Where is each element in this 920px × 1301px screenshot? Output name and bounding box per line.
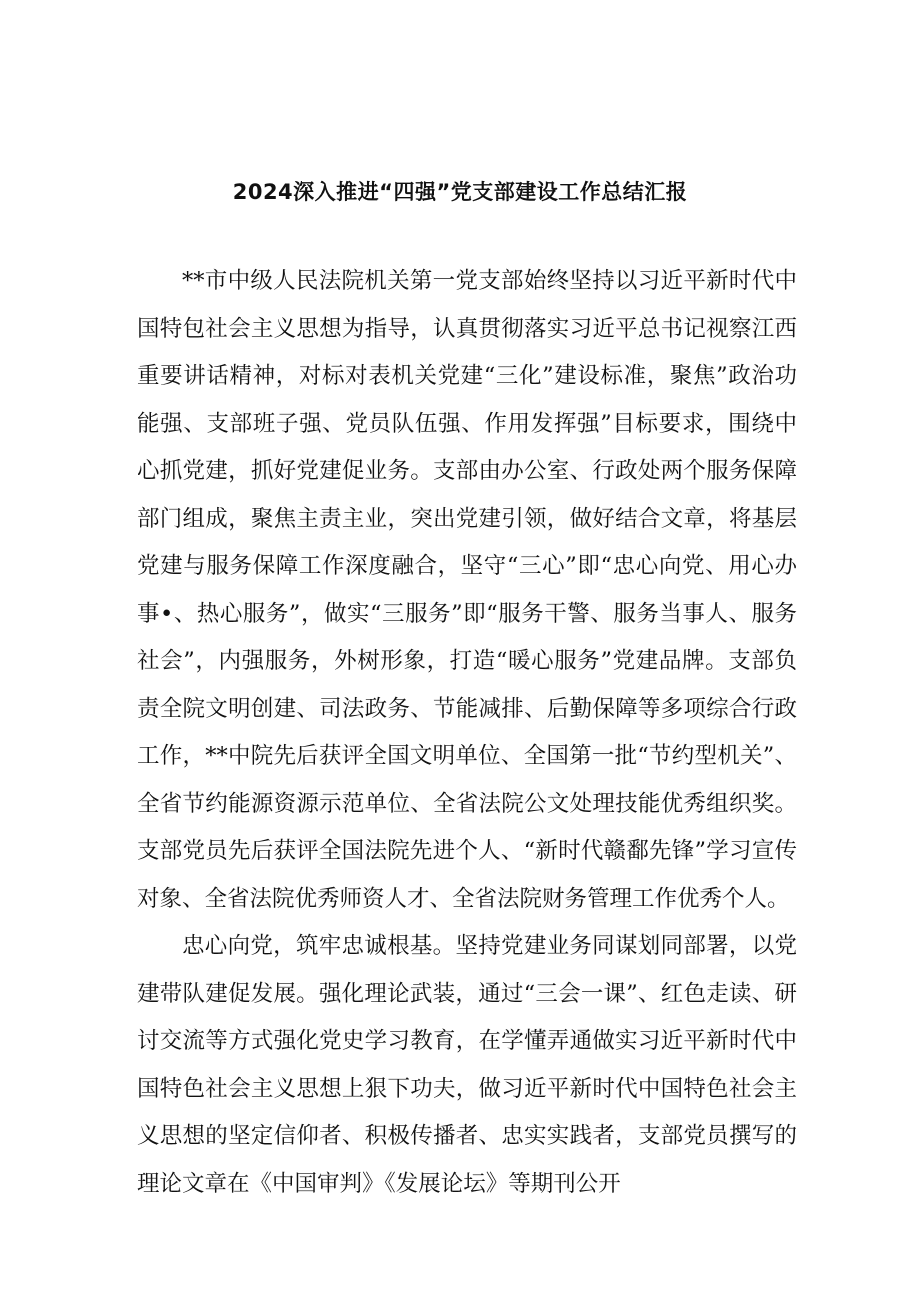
paragraph-intro: **市中级人民法院机关第一党支部始终坚持以习近平新时代中国特包社会主义思想为指导，认真贯彻落实习近平总书记视察江西重要讲话精神，对标对表机关党建“三化”建设标准，聚焦”政治功能强、支部班子强、党员队伍强、作用发挥强”目标要求，围绕中心抓党建，抓好党建促业务。支部由办公室、行政处两个服务保障部门组成，聚焦主责主业，突出党建引领，做好结合文章，将基层党建与服务保障工作深度融合，坚守“三心”即“忠心向党、用心办事•、热心服务”，做实“三服务”即“服务干警、服务当事人、服务社会”，内强服务，外树形象，打造“暖心服务”党建品牌。支部负责全院文明创建、司法政务、节能减排、后勤保障等多项综合行政工作，**中院先后获评全国文明单位、全国第一批“节约型机关”、全省节约能源资源示范单位、全省法院公文处理技能优秀组织奖。支部党员先后获评全国法院先进个人、“新时代赣鄱先锋”学习宣传对象、全省法院优秀师资人才、全省法院财务管理工作优秀个人。 — [137, 268, 797, 912]
paragraph-loyalty: 忠心向党，筑牢忠诚根基。坚持党建业务同谋划同部署，以党建带队建促发展。强化理论武装，通过“三会一课”、红色走读、研讨交流等方式强化党史学习教育，在学懂弄通做实习近平新时代中国特色社会主义思想上狠下功夫，做习近平新时代中国特色社会主义思想的坚定信仰者、积极传播者、忠实实践者，支部党员撰写的理论文章在《中国审判》《发展论坛》等期刊公开 — [137, 933, 797, 1197]
document-title: 2024深入推进“四强”党支部建设工作总结汇报 — [232, 180, 688, 204]
document-body — [137, 258, 797, 1208]
